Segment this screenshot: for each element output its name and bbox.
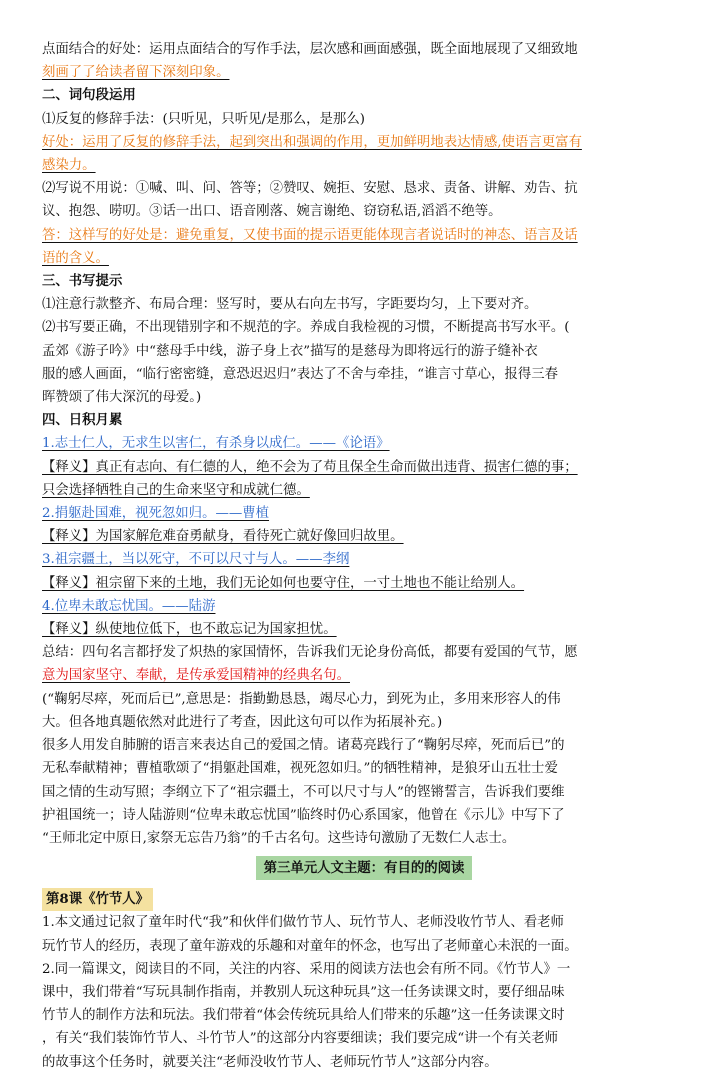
text-line: 刻画了了给读者留下深刻印象。	[42, 65, 230, 81]
text-line: ，有关“我们装饰竹节人、斗竹节人”的这部分内容要细读；我们要完成“讲一个有关老师	[42, 1031, 558, 1047]
text-line: “王师北定中原日,家祭无忘告乃翁”的千古名句。这些诗句激励了无数仁人志士。	[42, 830, 516, 846]
text-line: 好处：运用了反复的修辞手法，起到突出和强调的作用，更加鲜明地表达情感,使语言更富有	[42, 134, 582, 150]
text-line: ⑵写说不用说：①喊、叫、问、答等；②赞叹、婉拒、安慰、恳求、责备、讲解、劝告、抗	[42, 181, 578, 197]
section-heading: 三、书写提示	[42, 273, 123, 290]
text-line: 护祖国统一；诗人陆游则“位卑未敢忘忧国”临终时仍心系国家，他曾在《示儿》中写下了	[42, 807, 565, 823]
text-line: 很多人用发自肺腑的语言来表达自己的爱国之情。诸葛亮践行了“鞠躬尽瘁，死而后已”的	[42, 738, 565, 754]
section-heading: 四、日积月累	[42, 412, 123, 429]
text-line: 【释义】纵使地位低下，也不敢忘记为国家担忧。	[42, 622, 337, 638]
text-line: 语的含义。	[42, 250, 109, 266]
text-line: 3.祖宗疆土，当以死守，不可以尺寸与人。——李纲	[42, 552, 350, 568]
text-line: 只会选择牺牲自己的生命来坚守和成就仁德。	[42, 482, 310, 498]
text-line: 孟郊《游子吟》中“慈母手中线，游子身上衣”描写的是慈母为即将远行的游子缝补衣	[42, 343, 538, 359]
text-line: 点面结合的好处：运用点面结合的写作手法，层次感和画面感强，既全面地展现了又细致地	[42, 42, 578, 57]
text-line: 2.同一篇课文，阅读目的不同，关注的内容、采用的阅读方法也会有所不同。《竹节人》一	[42, 961, 571, 977]
lesson-title-line	[42, 888, 686, 911]
text-line: ⑴反复的修辞手法：(只听见，只听见/是那么，是那么)	[42, 111, 365, 127]
text-line: 晖赞颂了伟大深沉的母爱。)	[42, 390, 202, 406]
text-line: 课中，我们带着“写玩具制作指南，并教别人玩这种玩具”这一任务读课文时，要仔细品味	[42, 984, 565, 1000]
text-line: 【释义】真正有志向、有仁德的人，绝不会为了苟且保全生命而做出违背、损害仁德的事；	[42, 459, 578, 475]
text-line: 议、抱怨、唠叨。③话一出口、语音刚落、婉言谢绝、窃窃私语,滔滔不绝等。	[42, 204, 502, 220]
text-line: 无私奉献精神；曹植歌颂了“捐躯赴国难，视死忽如归。”的牺牲精神，是狼牙山五壮士爱	[42, 761, 558, 777]
text-line: 1.本文通过记叙了童年时代“我”和伙伴们做竹节人、玩竹节人、老师没收竹节人、看老师	[42, 915, 564, 931]
text-line: 【释义】为国家解危难奋勇献身，看待死亡就好像回归故里。	[42, 529, 404, 545]
text-line: 国之情的生动写照；李纲立下了“祖宗疆土，不可以尺寸与人”的铿锵誓言，告诉我们要维	[42, 784, 565, 800]
lesson-title: 第8课《竹节人》	[42, 888, 153, 911]
text-line: 大。但各地真题依然对此进行了考查，因此这句可以作为拓展补充。)	[42, 714, 443, 730]
text-line: 竹节人的制作方法和玩法。我们带着“体会传统玩具给人们带来的乐趣”这一任务读课文时	[42, 1008, 565, 1024]
text-line: 的故事这个任务时，就要关注“老师没收竹节人、老师玩竹节人”这部分内容。	[42, 1054, 498, 1070]
text-line: (“鞠躬尽瘁，死而后已”,意思是：指勤勤恳恳，竭尽心力，到死为止，多用来形容人的伟	[42, 691, 561, 707]
text-line: 总结：四句名言都抒发了炽热的家国情怀，告诉我们无论身份高低，都要有爱国的气节，愿	[42, 645, 578, 661]
text-line: 服的感人画面，“临行密密缝，意恐迟迟归”表达了不舍与牵挂，“谁言寸草心，报得三春	[42, 366, 558, 382]
text-line: ⑴注意行款整齐、布局合理：竖写时，要从右向左书写，字距要均匀，上下要对齐。	[42, 297, 538, 313]
text-line: 【释义】祖宗留下来的土地，我们无论如何也要守住，一寸土地也不能让给别人。	[42, 575, 525, 591]
section-heading: 二、词句段运用	[42, 87, 136, 104]
text-line: 2.捐躯赴国难，视死忽如归。——曹植	[42, 506, 270, 522]
unit-banner-wrap	[42, 856, 686, 880]
text-line: 4.位卑未敢忘忧国。——陆游	[42, 598, 216, 614]
text-line: 答：这样写的好处是：避免重复，又使书面的提示语更能体现言者说话时的神态、语言及话	[42, 227, 578, 243]
text-line: ⑵书写要正确，不出现错别字和不规范的字。养成自我检视的习惯，不断提高书写水平。(	[42, 320, 570, 336]
text-line: 玩竹节人的经历，表现了童年游戏的乐趣和对童年的怀念，也写出了老师童心未泯的一面。	[42, 938, 578, 954]
text-line: 感染力。	[42, 158, 96, 174]
unit-theme-banner: 第三单元人文主题：有目的的阅读	[256, 856, 473, 880]
text-line: 1.志士仁人，无求生以害仁，有杀身以成仁。——《论语》	[42, 436, 390, 452]
text-line: 意为国家坚守、奉献，是传承爱国精神的经典名句。	[42, 668, 350, 684]
